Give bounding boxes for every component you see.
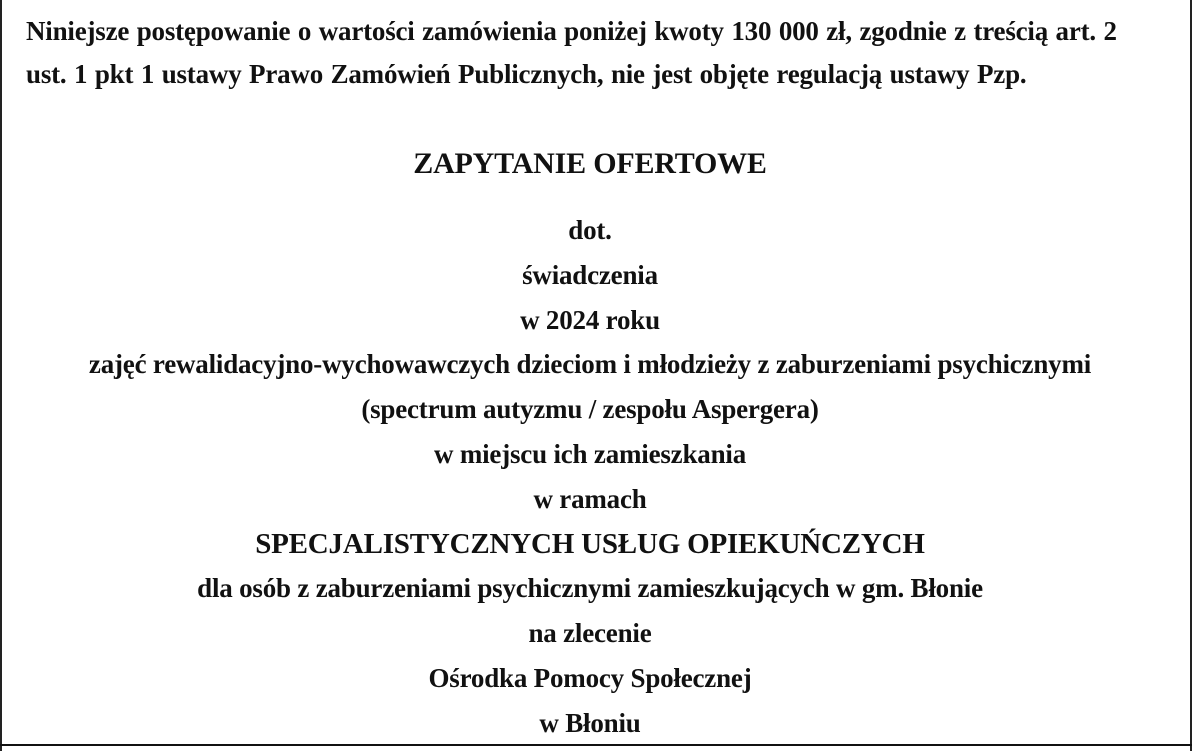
legal-notice-line: ust. 1 pkt 1 ustawy Prawo Zamówień Publicznych, nie jest objęte regulacją ustawy Pzp. (26, 59, 1027, 89)
legal-notice-line: Niniejsze postępowanie o wartości zamówienia poniżej kwoty 130 000 zł, zgodnie z treścią art. 2 (26, 16, 1117, 46)
subject-line-town: w Błoniu (539, 707, 641, 738)
subject-line-institution: Ośrodka Pomocy Społecznej (428, 662, 752, 693)
document-title: ZAPYTANIE OFERTOWE (413, 147, 767, 180)
subject-line-recipients: dla osób z zaburzeniami psychicznymi zamieszkujących w gm. Błonie (197, 573, 983, 604)
subject-description (0, 208, 1180, 746)
subject-line-service: świadczenia (522, 259, 658, 290)
bottom-divider (0, 744, 1192, 746)
subject-line-services-title: SPECJALISTYCZNYCH USŁUG OPIEKUŃCZYCH (255, 527, 925, 560)
subject-line-framework: w ramach (533, 483, 647, 514)
subject-line-year: w 2024 roku (520, 304, 660, 335)
subject-line-commissioned: na zlecenie (528, 618, 652, 649)
subject-line-spectrum: (spectrum autyzmu / zespołu Aspergera) (361, 394, 819, 425)
subject-line-location: w miejscu ich zamieszkania (433, 438, 746, 469)
legal-notice (26, 10, 1166, 96)
subject-line-dot: dot. (568, 215, 612, 245)
subject-line-classes: zajęć rewalidacyjno-wychowawczych dzieciom i młodzieży z zaburzeniami psychicznymi (88, 349, 1092, 380)
